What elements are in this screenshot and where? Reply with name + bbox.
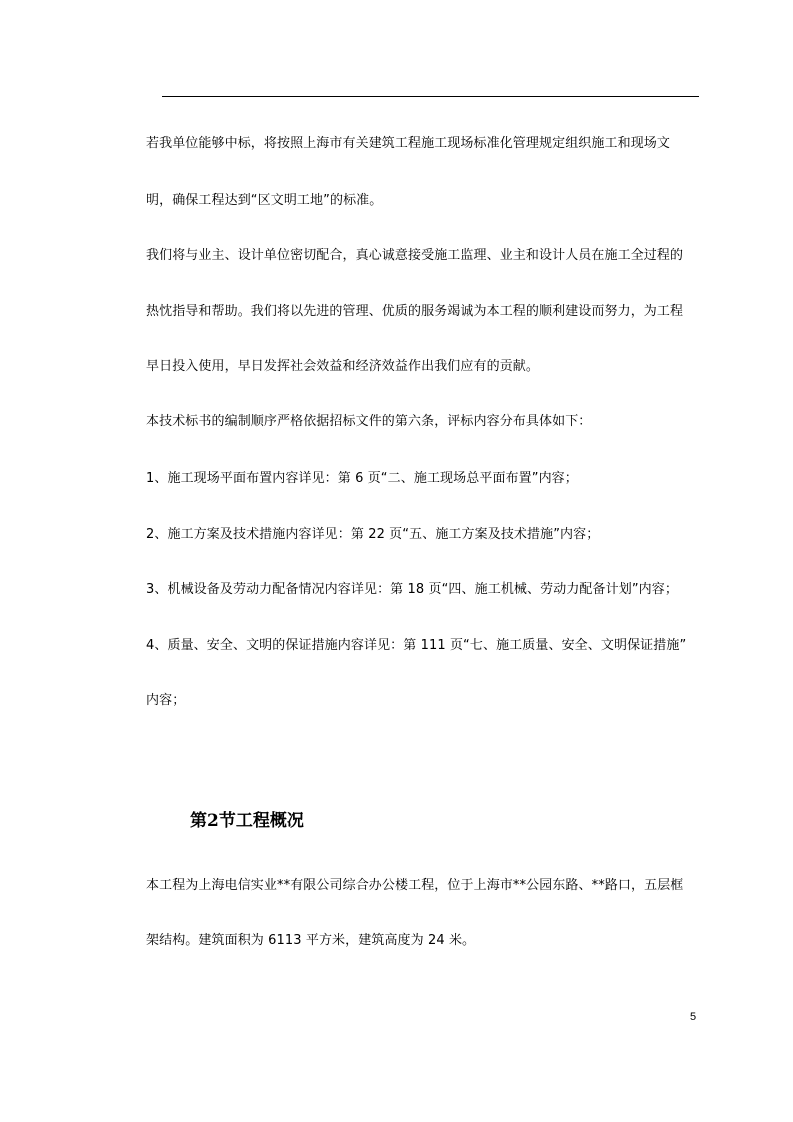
page-number: 5	[690, 1011, 697, 1023]
body-line: 早日投入使用，早日发挥社会效益和经济效益作出我们应有的贡献。	[146, 359, 540, 374]
body-line: 本工程为上海电信实业**有限公司综合办公楼工程，位于上海市**公园东路、**路口，五层框	[146, 878, 684, 893]
section-heading: 第2节工程概况	[190, 811, 304, 831]
list-item: 3、机械设备及劳动力配备情况内容详见：第 18 页“四、施工机械、劳动力配备计划”内容；	[146, 582, 678, 597]
header-rule	[162, 96, 699, 97]
body-line: 本技术标书的编制顺序严格依据招标文件的第六条，评标内容分布具体如下：	[146, 414, 592, 429]
body-line: 我们将与业主、设计单位密切配合，真心诚意接受施工监理、业主和设计人员在施工全过程的	[146, 248, 684, 263]
body-line: 热忱指导和帮助。我们将以先进的管理、优质的服务竭诚为本工程的顺利建设而努力，为工程	[146, 304, 684, 319]
body-line: 架结构。建筑面积为 6113 平方米，建筑高度为 24 米。	[146, 933, 476, 948]
list-item: 4、质量、安全、文明的保证措施内容详见：第 111 页“七、施工质量、安全、文明保证措施”	[146, 638, 687, 653]
body-line: 明，确保工程达到“区文明工地”的标准。	[146, 193, 383, 208]
body-line: 若我单位能够中标，将按照上海市有关建筑工程施工现场标准化管理规定组织施工和现场文	[146, 136, 671, 151]
list-item: 2、施工方案及技术措施内容详见：第 22 页“五、施工方案及技术措施”内容；	[146, 527, 600, 542]
list-item: 1、施工现场平面布置内容详见：第 6 页“二、施工现场总平面布置”内容；	[146, 471, 578, 486]
list-item-continuation: 内容；	[146, 693, 186, 708]
